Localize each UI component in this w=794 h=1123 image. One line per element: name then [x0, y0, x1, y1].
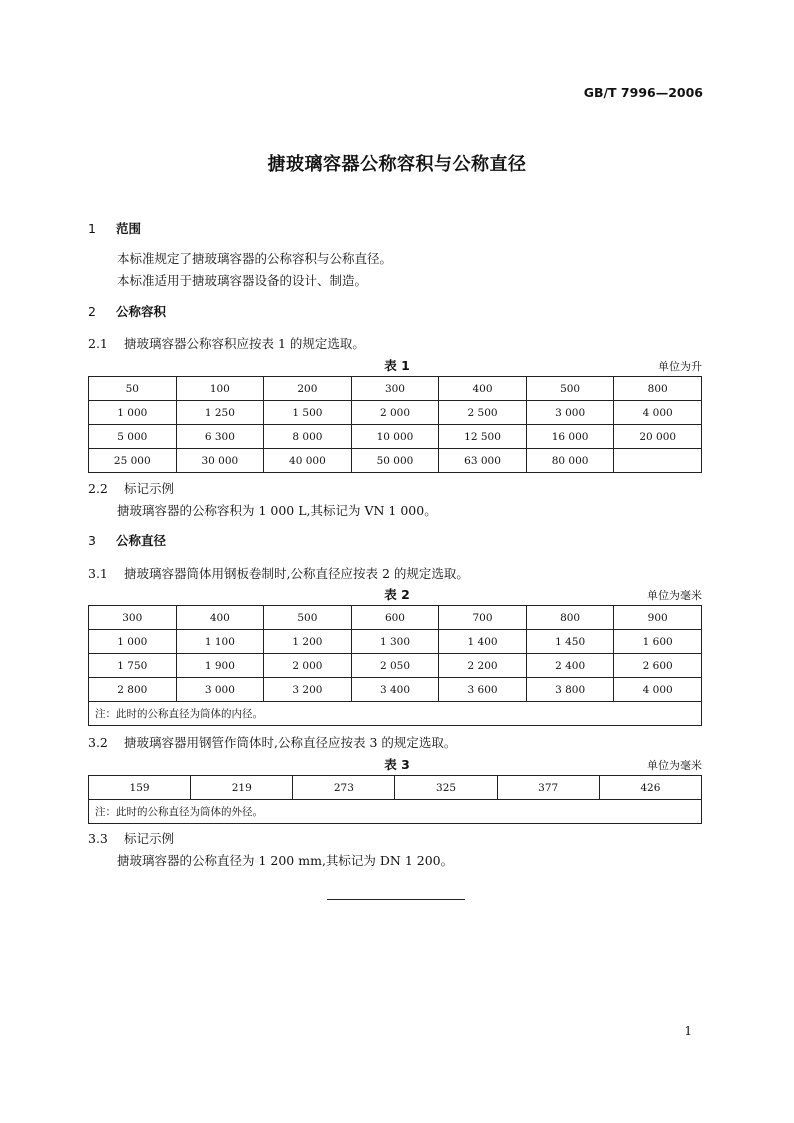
table-cell: 400 — [176, 606, 264, 630]
table-cell: 219 — [191, 776, 293, 800]
clause-number: 2.2 — [88, 481, 108, 496]
table-cell: 2 600 — [614, 654, 702, 678]
table-cell: 3 800 — [526, 678, 614, 702]
clause-2-1 — [88, 334, 365, 352]
table-cell: 3 400 — [351, 678, 439, 702]
table-1 — [88, 376, 702, 473]
table-row — [89, 678, 702, 702]
clause-number: 3.3 — [88, 831, 108, 846]
end-rule — [327, 899, 465, 900]
table-cell: 50 000 — [351, 449, 439, 473]
clause-3-3 — [88, 829, 174, 847]
table-note-row — [89, 800, 702, 824]
clause-number: 2.1 — [88, 336, 108, 351]
table-cell: 4 000 — [614, 401, 702, 425]
table-cell: 1 600 — [614, 630, 702, 654]
table-note: 注：此时的公称直径为筒体的内径。 — [89, 702, 702, 726]
table-3-unit: 单位为毫米 — [647, 759, 702, 772]
section-title: 公称直径 — [116, 533, 167, 548]
table-2-caption: 表 2 — [384, 587, 410, 602]
table-cell: 800 — [526, 606, 614, 630]
table-cell: 1 900 — [176, 654, 264, 678]
table-cell: 1 750 — [89, 654, 177, 678]
table-cell: 80 000 — [526, 449, 614, 473]
table-cell: 377 — [497, 776, 599, 800]
table-cell: 500 — [526, 377, 614, 401]
standard-code: GB/T 7996—2006 — [583, 85, 703, 100]
table-cell: 800 — [614, 377, 702, 401]
section-1-heading — [88, 219, 141, 237]
table-cell: 2 200 — [439, 654, 527, 678]
table-cell: 5 000 — [89, 425, 177, 449]
table-cell: 63 000 — [439, 449, 527, 473]
table-cell: 50 — [89, 377, 177, 401]
clause-title: 标记示例 — [124, 481, 175, 496]
table-cell: 426 — [599, 776, 701, 800]
section-number: 1 — [88, 221, 96, 236]
table-cell: 400 — [439, 377, 527, 401]
clause-title: 标记示例 — [124, 831, 175, 846]
table-row — [89, 630, 702, 654]
table-row — [89, 776, 702, 800]
table-cell: 4 000 — [614, 678, 702, 702]
table-cell: 2 050 — [351, 654, 439, 678]
table-cell: 2 500 — [439, 401, 527, 425]
table-3-caption: 表 3 — [384, 757, 410, 772]
table-cell: 200 — [264, 377, 352, 401]
table-cell: 1 000 — [89, 630, 177, 654]
clause-3-1 — [88, 564, 469, 582]
table-cell: 1 500 — [264, 401, 352, 425]
table-cell: 30 000 — [176, 449, 264, 473]
table-row — [89, 401, 702, 425]
table-cell: 2 000 — [264, 654, 352, 678]
section-3-heading — [88, 531, 166, 549]
table-cell: 500 — [264, 606, 352, 630]
table-cell: 40 000 — [264, 449, 352, 473]
table-cell: 300 — [351, 377, 439, 401]
table-cell: 25 000 — [89, 449, 177, 473]
paragraph: 搪玻璃容器的公称容积为 1 000 L,其标记为 VN 1 000。 — [117, 503, 437, 518]
table-cell: 1 300 — [351, 630, 439, 654]
table-cell: 3 000 — [526, 401, 614, 425]
table-cell: 700 — [439, 606, 527, 630]
section-number: 3 — [88, 533, 96, 548]
table-cell: 900 — [614, 606, 702, 630]
table-row — [89, 425, 702, 449]
table-note: 注：此时的公称直径为筒体的外径。 — [89, 800, 702, 824]
document-title: 搪玻璃容器公称容积与公称直径 — [267, 154, 527, 175]
table-1-unit: 单位为升 — [658, 360, 702, 373]
paragraph: 本标准规定了搪玻璃容器的公称容积与公称直径。 — [117, 251, 393, 266]
table-3 — [88, 775, 702, 824]
clause-number: 3.1 — [88, 566, 108, 581]
clause-2-2 — [88, 479, 174, 497]
paragraph: 搪玻璃容器的公称直径为 1 200 mm,其标记为 DN 1 200。 — [117, 853, 454, 868]
table-cell: 6 300 — [176, 425, 264, 449]
clause-number: 3.2 — [88, 735, 108, 750]
table-row — [89, 449, 702, 473]
table-cell: 1 450 — [526, 630, 614, 654]
section-title: 范围 — [116, 221, 142, 236]
table-cell — [614, 449, 702, 473]
table-note-row — [89, 702, 702, 726]
table-cell: 325 — [395, 776, 497, 800]
table-cell: 100 — [176, 377, 264, 401]
paragraph: 本标准适用于搪玻璃容器设备的设计、制造。 — [117, 273, 368, 288]
clause-text: 搪玻璃容器筒体用钢板卷制时,公称直径应按表 2 的规定选取。 — [124, 566, 469, 581]
table-cell: 1 100 — [176, 630, 264, 654]
table-cell: 3 000 — [176, 678, 264, 702]
table-cell: 10 000 — [351, 425, 439, 449]
table-cell: 1 250 — [176, 401, 264, 425]
table-cell: 1 000 — [89, 401, 177, 425]
table-cell: 16 000 — [526, 425, 614, 449]
table-cell: 2 000 — [351, 401, 439, 425]
table-cell: 159 — [89, 776, 191, 800]
table-cell: 273 — [293, 776, 395, 800]
table-cell: 1 200 — [264, 630, 352, 654]
clause-text: 搪玻璃容器用钢管作筒体时,公称直径应按表 3 的规定选取。 — [124, 735, 457, 750]
section-title: 公称容积 — [116, 304, 167, 319]
section-number: 2 — [88, 304, 96, 319]
table-cell: 3 200 — [264, 678, 352, 702]
clause-text: 搪玻璃容器公称容积应按表 1 的规定选取。 — [124, 336, 365, 351]
clause-3-2 — [88, 733, 456, 751]
table-row — [89, 377, 702, 401]
table-cell: 3 600 — [439, 678, 527, 702]
table-2-unit: 单位为毫米 — [647, 589, 702, 602]
table-row — [89, 606, 702, 630]
table-cell: 12 500 — [439, 425, 527, 449]
table-2 — [88, 605, 702, 726]
table-cell: 2 800 — [89, 678, 177, 702]
section-2-heading — [88, 302, 166, 320]
table-1-caption: 表 1 — [384, 358, 410, 373]
table-cell: 20 000 — [614, 425, 702, 449]
table-cell: 600 — [351, 606, 439, 630]
table-cell: 1 400 — [439, 630, 527, 654]
table-cell: 300 — [89, 606, 177, 630]
table-row — [89, 654, 702, 678]
table-cell: 8 000 — [264, 425, 352, 449]
page-number: 1 — [684, 1024, 692, 1038]
table-cell: 2 400 — [526, 654, 614, 678]
